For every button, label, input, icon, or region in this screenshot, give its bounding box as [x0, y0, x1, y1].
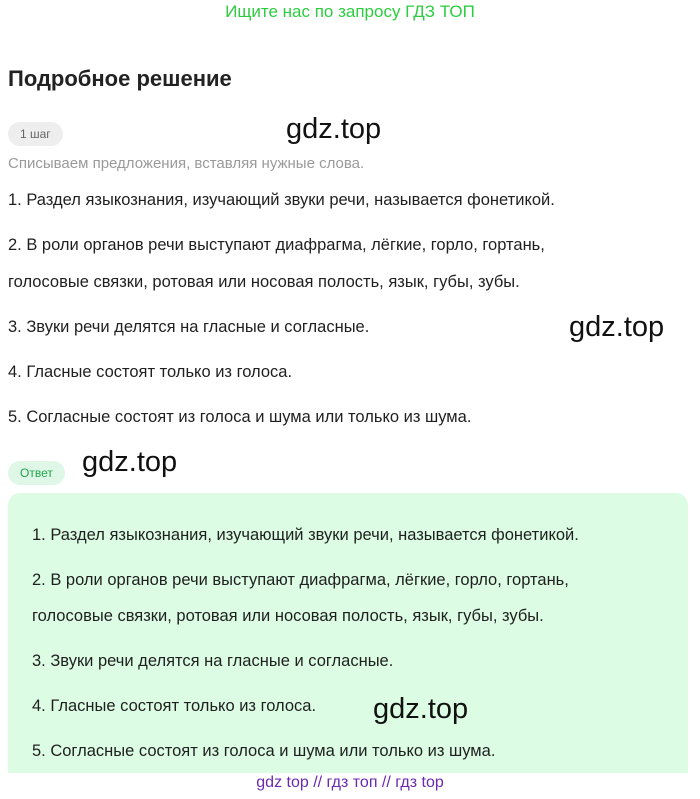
answer-line-2a: 2. В роли органов речи выступают диафрагма, лёгкие, горло, гортань,: [32, 571, 569, 589]
search-banner: Ищите нас по запросу ГДЗ ТОП: [225, 2, 475, 21]
watermark: gdz.top: [569, 311, 665, 343]
solution-line-5: 5. Согласные состоят из голоса и шума или только из шума.: [8, 408, 472, 426]
answer-line-1: 1. Раздел языкознания, изучающий звуки речи, называется фонетикой.: [32, 526, 579, 544]
answer-line-5: 5. Согласные состоят из голоса и шума или только из шума.: [32, 742, 496, 760]
answer-badge: Ответ: [8, 461, 65, 485]
answer-line-2b: голосовые связки, ротовая или носовая полость, язык, губы, зубы.: [32, 607, 544, 625]
watermark: gdz.top: [286, 113, 382, 145]
solution-line-2a: 2. В роли органов речи выступают диафрагма, лёгкие, горло, гортань,: [8, 236, 545, 254]
watermark: gdz.top: [82, 446, 178, 478]
solution-line-3: 3. Звуки речи делятся на гласные и согласные.: [8, 318, 370, 336]
solution-line-4: 4. Гласные состоят только из голоса.: [8, 363, 293, 381]
solution-line-1: 1. Раздел языкознания, изучающий звуки речи, называется фонетикой.: [8, 191, 555, 209]
step-hint: Списываем предложения, вставляя нужные слова.: [8, 155, 365, 172]
answer-line-4: 4. Гласные состоят только из голоса.: [32, 697, 317, 715]
page-title: Подробное решение: [8, 66, 232, 91]
step-badge: 1 шаг: [8, 122, 63, 146]
answer-line-3: 3. Звуки речи делятся на гласные и согласные.: [32, 652, 394, 670]
watermark: gdz.top: [373, 693, 469, 725]
solution-line-2b: голосовые связки, ротовая или носовая полость, язык, губы, зубы.: [8, 273, 520, 291]
footer-links[interactable]: gdz top // гдз топ // гдз top: [256, 774, 444, 791]
